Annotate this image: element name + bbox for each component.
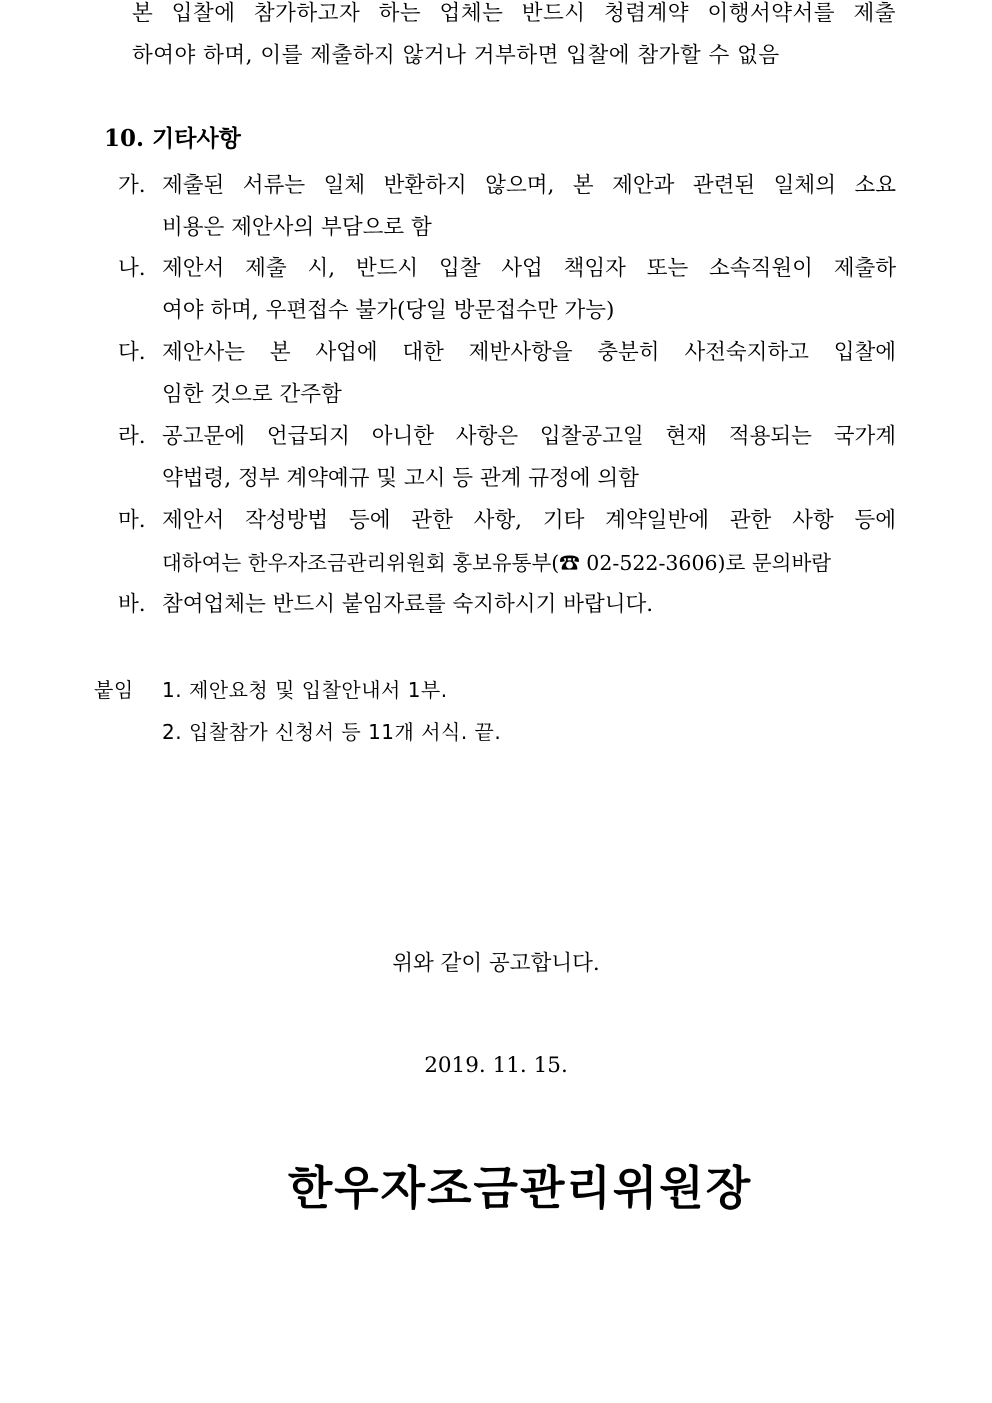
item-marker: 라. bbox=[118, 424, 146, 449]
announcement-date: 2019. 11. 15. bbox=[424, 1053, 568, 1078]
item-text-line-2: 비용은 제안사의 부담으로 함 bbox=[162, 215, 432, 240]
item-text-line-1: 공고문에 언급되지 아니한 사항은 입찰공고일 현재 적용되는 국가계 bbox=[162, 424, 896, 449]
item-marker: 마. bbox=[118, 508, 146, 533]
item-text-line-2: 임한 것으로 간주함 bbox=[162, 382, 342, 407]
section-title: 10. 기타사항 bbox=[104, 125, 241, 152]
attachment-item-2: 2. 입찰참가 신청서 등 11개 서식. 끝. bbox=[162, 720, 502, 744]
item-text-line-1: 제안서 제출 시, 반드시 입찰 사업 책임자 또는 소속직원이 제출하 bbox=[162, 256, 896, 281]
closing-statement: 위와 같이 공고합니다. bbox=[392, 951, 600, 976]
attachment-item-1: 1. 제안요청 및 입찰안내서 1부. bbox=[162, 678, 448, 702]
signature-title: 한우자조금관리위원장 bbox=[287, 1161, 753, 1215]
item-marker: 나. bbox=[118, 256, 146, 281]
intro-line-2: 하여야 하며, 이를 제출하지 않거나 거부하면 입찰에 참가할 수 없음 bbox=[132, 43, 780, 68]
item-marker: 가. bbox=[118, 173, 146, 198]
item-text-line-2: 약법령, 정부 계약예규 및 고시 등 관계 규정에 의함 bbox=[162, 466, 639, 491]
item-text-line-1: 제출된 서류는 일체 반환하지 않으며, 본 제안과 관련된 일체의 소요 bbox=[162, 173, 896, 198]
item-text-line-1: 제안사는 본 사업에 대한 제반사항을 충분히 사전숙지하고 입찰에 bbox=[162, 340, 896, 365]
item-text-line-2: 대하여는 한우자조금관리위원회 홍보유통부(☎ 02-522-3606)로 문의바람 bbox=[162, 551, 832, 575]
item-marker: 다. bbox=[118, 340, 146, 365]
item-text-line-1: 참여업체는 반드시 붙임자료를 숙지하시기 바랍니다. bbox=[162, 592, 654, 617]
item-text-line-2: 여야 하며, 우편접수 불가(당일 방문접수만 가능) bbox=[162, 298, 615, 323]
item-text-line-1: 제안서 작성방법 등에 관한 사항, 기타 계약일반에 관한 사항 등에 bbox=[162, 508, 896, 533]
attachment-label: 붙임 bbox=[94, 678, 134, 702]
intro-line-1: 본 입찰에 참가하고자 하는 업체는 반드시 청렴계약 이행서약서를 제출 bbox=[132, 1, 896, 26]
item-marker: 바. bbox=[118, 592, 146, 617]
